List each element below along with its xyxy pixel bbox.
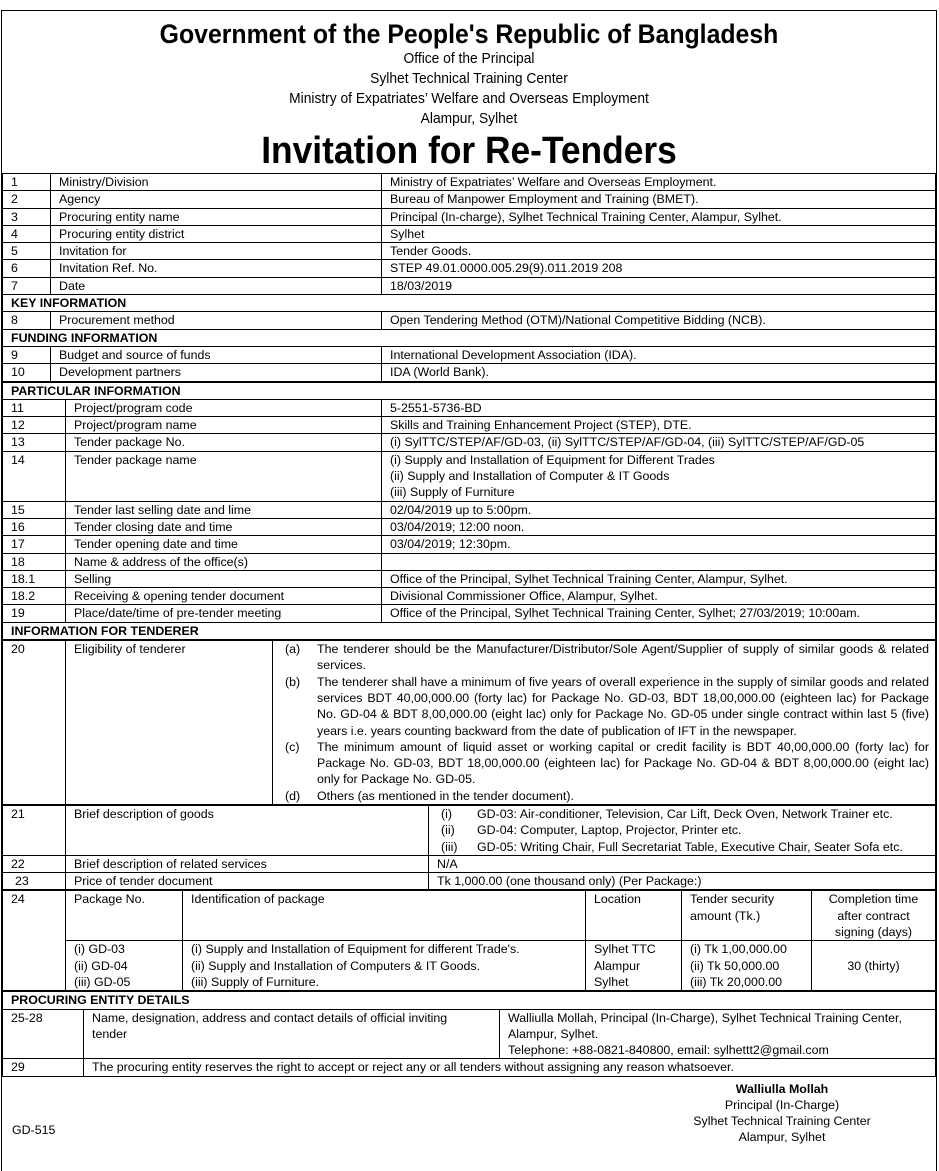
eligibility-list: [273, 641, 936, 805]
row-value: (i) SylTTC/STEP/AF/GD-03, (ii) SylTTC/STEP/AF/GD-04, (iii) SylTTC/STEP/AF/GD-05: [382, 434, 936, 451]
row-value: International Development Association (IDA).: [382, 346, 936, 363]
row-label: Tender package name: [66, 451, 382, 501]
row-number: 20: [3, 641, 66, 805]
row-number: 25-28: [3, 1009, 84, 1059]
procuring-table: [2, 991, 936, 1076]
row-value: 18/03/2019: [382, 277, 936, 294]
row-value: 02/04/2019 up to 5:00pm.: [382, 501, 936, 518]
table-row: [3, 518, 936, 535]
signatory-name: Walliulla Mollah: [735, 1081, 829, 1096]
ministry-line: Ministry of Expatriates’ Welfare and Overseas Employment: [289, 90, 649, 107]
section-heading: PARTICULAR INFORMATION: [3, 382, 936, 399]
row-label: Name, designation, address and contact details of official inviting tender: [84, 1009, 500, 1059]
row-value: Ministry of Expatriates’ Welfare and Overseas Employment.: [382, 174, 936, 191]
table-row: [3, 536, 936, 553]
row-number: 14: [3, 451, 66, 501]
row-label: Project/program code: [66, 399, 382, 416]
list-item: (a) The tenderer should be the Manufacturer/Distributor/Sole Agent/Supplier of supply of similar goods & related services.: [285, 642, 929, 673]
package-numbers: (i) GD-03 (ii) GD-04 (iii) GD-05: [66, 941, 183, 991]
table-row: [3, 941, 936, 991]
row-number: 19: [3, 605, 66, 622]
table-row: [3, 277, 936, 294]
package-table: [2, 890, 936, 991]
completion-time: 30 (thirty): [812, 941, 936, 991]
row-label: Ministry/Division: [51, 174, 382, 191]
row-number: 22: [3, 855, 66, 872]
list-item: (d) Others (as mentioned in the tender document).: [285, 788, 574, 803]
row-number: 13: [3, 434, 66, 451]
list-item: (c) The minimum amount of liquid asset or working capital or credit facility is BDT 40,00,000.00 (forty lac) for Package No. GD-03, BDT 18,00,000.00 (eighteen lac) for Package No. GD-04 & BDT 8,00,000.00 (eight lac) only for Package No. GD-05.: [285, 739, 929, 787]
table-row: [3, 417, 936, 434]
table-row: [3, 225, 936, 242]
row-value: N/A: [429, 855, 936, 872]
signatory-center: Sylhet Technical Training Center: [693, 1113, 871, 1128]
row-number: 23: [3, 873, 66, 890]
table-row: [3, 451, 936, 501]
column-header: Tender security amount (Tk.): [682, 891, 812, 941]
row-label: Tender closing date and time: [66, 518, 382, 535]
row-label: Procuring entity district: [51, 225, 382, 242]
table-row: [3, 399, 936, 416]
eligibility-table: [2, 640, 936, 805]
row-value: [382, 451, 936, 501]
table-row: [3, 174, 936, 191]
table-row: [3, 570, 936, 587]
government-heading: Government of the People's Republic of Bangladesh: [159, 19, 779, 49]
row-value: 03/04/2019; 12:00 noon.: [382, 518, 936, 535]
row-number: 4: [3, 225, 51, 242]
column-header: Package No.: [66, 891, 183, 941]
column-header: Identification of package: [183, 891, 586, 941]
row-label: Receiving & opening tender document: [66, 588, 382, 605]
table-row: [3, 260, 936, 277]
table-row: [3, 501, 936, 518]
table-row: [3, 434, 936, 451]
row-number: 18.1: [3, 570, 66, 587]
row-label: Agency: [51, 191, 382, 208]
table-row: [3, 873, 936, 890]
row-number: 7: [3, 277, 51, 294]
list-item: (iii) GD-05: Writing Chair, Full Secretariat Table, Executive Chair, Seater Sofa etc.: [441, 839, 903, 854]
table-row: [3, 191, 936, 208]
section-heading: FUNDING INFORMATION: [3, 329, 936, 346]
row-value: 5-2551-5736-BD: [382, 399, 936, 416]
row-label: Brief description of related services: [66, 855, 429, 872]
row-value: [382, 553, 936, 570]
goods-list: [429, 805, 936, 855]
goods-table: [2, 805, 936, 890]
address-line: Alampur, Sylhet: [420, 110, 518, 127]
row-number: 17: [3, 536, 66, 553]
row-number: 18: [3, 553, 66, 570]
package-location: Sylhet TTC Alampur Sylhet: [586, 941, 682, 991]
signatory-designation: Principal (In-Charge): [724, 1097, 840, 1112]
row-value: IDA (World Bank).: [382, 364, 936, 381]
row-label: Date: [51, 277, 382, 294]
section-heading: PROCURING ENTITY DETAILS: [3, 992, 936, 1009]
table-row: [3, 588, 936, 605]
row-value: Sylhet: [382, 225, 936, 242]
particular-table: [2, 382, 936, 640]
row-number: 29: [3, 1059, 84, 1076]
row-number: 3: [3, 208, 51, 225]
row-value: 03/04/2019; 12:30pm.: [382, 536, 936, 553]
package-identification: (i) Supply and Installation of Equipment for different Trade's. (ii) Supply and Installation of Computers & IT Goods. (iii) Supply of Furniture.: [183, 941, 586, 991]
row-number: 5: [3, 243, 51, 260]
table-row: [3, 312, 936, 329]
row-value: Open Tendering Method (OTM)/National Competitive Bidding (NCB).: [382, 312, 936, 329]
row-value: Skills and Training Enhancement Project (STEP), DTE.: [382, 417, 936, 434]
package-name-line: (ii) Supply and Installation of Computer & IT Goods: [390, 469, 670, 484]
row-number: 9: [3, 346, 51, 363]
section-heading: INFORMATION FOR TENDERER: [3, 622, 936, 639]
row-label: Procurement method: [51, 312, 382, 329]
table-row: [3, 891, 936, 941]
row-number: 8: [3, 312, 51, 329]
table-row: [3, 1009, 936, 1059]
row-label: Price of tender document: [66, 873, 429, 890]
row-number: 1: [3, 174, 51, 191]
row-number: 11: [3, 399, 66, 416]
row-number: 16: [3, 518, 66, 535]
row-label: Tender last selling date and lime: [66, 501, 382, 518]
signatory-address: Alampur, Sylhet: [738, 1129, 826, 1144]
section-heading: KEY INFORMATION: [3, 295, 936, 312]
row-value: Office of the Principal, Sylhet Technical Training Center, Alampur, Sylhet.: [382, 570, 936, 587]
notice-footer: [2, 1077, 936, 1147]
row-label: Tender opening date and time: [66, 536, 382, 553]
row-label: Place/date/time of pre-tender meeting: [66, 605, 382, 622]
contact-line: Telephone: +88-0821-840800, email: sylhettt2@gmail.com: [508, 1043, 829, 1058]
table-row: [3, 553, 936, 570]
row-number: 15: [3, 501, 66, 518]
row-label: Invitation Ref. No.: [51, 260, 382, 277]
row-value: The procuring entity reserves the right to accept or reject any or all tenders without assigning any reason whatsoever.: [84, 1059, 936, 1076]
package-security: (i) Tk 1,00,000.00 (ii) Tk 50,000.00 (iii) Tk 20,000.00: [682, 941, 812, 991]
row-number: 21: [3, 805, 66, 855]
table-row: [3, 855, 936, 872]
row-label: Name & address of the office(s): [66, 553, 382, 570]
row-number: 10: [3, 364, 51, 381]
row-value: Tk 1,000.00 (one thousand only) (Per Package:): [429, 873, 936, 890]
row-number: 12: [3, 417, 66, 434]
row-label: Eligibility of tenderer: [66, 641, 273, 805]
office-line: Office of the Principal: [403, 50, 535, 67]
table-row: [3, 1059, 936, 1076]
row-label: Budget and source of funds: [51, 346, 382, 363]
row-label: Project/program name: [66, 417, 382, 434]
table-row: [3, 243, 936, 260]
row-label: Selling: [66, 570, 382, 587]
row-number: 2: [3, 191, 51, 208]
row-value: Principal (In-charge), Sylhet Technical Training Center, Alampur, Sylhet.: [382, 208, 936, 225]
list-item: (b) The tenderer shall have a minimum of five years of overall experience in the supply of similar goods and related services BDT 40,00,000.00 (forty lac) for Package No. GD-03, BDT 18,00,000.00 (eighteen lac) for Package No. GD-04 & BDT 8,00,000.00 (eight lac) only for Package No. GD-05 under single contract within last 5 (five) years i.e. years counting backward from the date of publication of IFT in the newspaper.: [285, 674, 929, 738]
package-name-line: (iii) Supply of Furniture: [390, 485, 515, 500]
row-label: Development partners: [51, 364, 382, 381]
package-name-line: (i) Supply and Installation of Equipment for Different Trades: [390, 452, 715, 467]
row-number: 6: [3, 260, 51, 277]
table-row: [3, 346, 936, 363]
row-value: Walliulla Mollah, Principal (In-Charge), Sylhet Technical Training Center, Alampur, Sylhet. Telephone: +88-0821-840800, email: sylhettt2@gmail.com: [500, 1009, 936, 1059]
row-number: 18.2: [3, 588, 66, 605]
row-value: Divisional Commissioner Office, Alampur, Sylhet.: [382, 588, 936, 605]
table-row: [3, 605, 936, 622]
notice-header: [2, 19, 936, 173]
signature-block: [662, 1081, 902, 1145]
row-value: Tender Goods.: [382, 243, 936, 260]
table-row: [3, 208, 936, 225]
notice-title: Invitation for Re-Tenders: [261, 130, 677, 172]
list-item: (i) GD-03: Air-conditioner, Television, Car Lift, Deck Oven, Network Trainer etc.: [441, 806, 893, 821]
tender-notice: [1, 10, 937, 1171]
table-row: [3, 364, 936, 381]
row-value: Office of the Principal, Sylhet Technical Training Center, Sylhet; 27/03/2019; 10:00am.: [382, 605, 936, 622]
center-line: Sylhet Technical Training Center: [370, 70, 568, 87]
row-value: Bureau of Manpower Employment and Training (BMET).: [382, 191, 936, 208]
row-label: Brief description of goods: [66, 805, 429, 855]
info-table: [2, 173, 936, 382]
gd-code: GD-515: [12, 1122, 56, 1137]
row-label: Invitation for: [51, 243, 382, 260]
row-value: STEP 49.01.0000.005.29(9).011.2019 208: [382, 260, 936, 277]
row-label: Procuring entity name: [51, 208, 382, 225]
column-header: Completion time after contract signing (days): [812, 891, 936, 941]
table-row: [3, 641, 936, 805]
column-header: Location: [586, 891, 682, 941]
table-row: [3, 805, 936, 855]
row-label: Tender package No.: [66, 434, 382, 451]
row-number: 24: [3, 891, 66, 991]
list-item: (ii) GD-04: Computer, Laptop, Projector, Printer etc.: [441, 823, 742, 838]
